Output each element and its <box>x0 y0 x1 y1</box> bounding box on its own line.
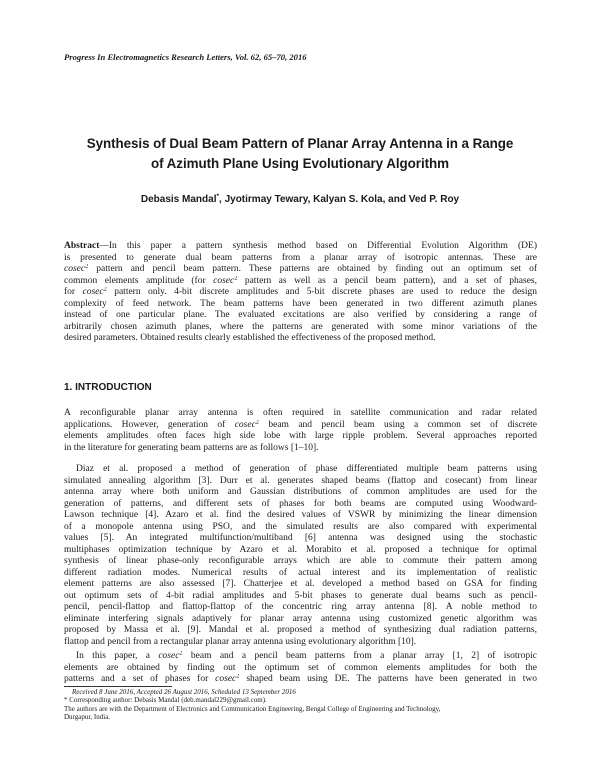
author-list <box>50 193 550 206</box>
journal-header: Progress In Electromagnetics Research Letters, Vol. 62, 65–70, 2016 <box>64 52 307 62</box>
abstract-line: cosec$^2$ pattern and pencil beam pattern. These patterns are obtained by finding out an optimum set of <box>64 264 537 274</box>
paper-title <box>50 134 550 173</box>
body-line: in the literature for generating beam patterns are as follows [1–10]. <box>64 442 319 453</box>
footnotes <box>64 688 537 722</box>
corresponding-author: * Corresponding author: Debasis Mandal (deb.mandal229@gmail.com). <box>64 696 267 705</box>
section-heading-introduction: 1. INTRODUCTION <box>64 382 152 393</box>
affiliation-line-2: Durgapur, India. <box>64 713 111 722</box>
body-line: elements are obtained by finding out the optimum set of common elements amplitudes for both the <box>64 662 537 673</box>
body-line: element patterns are also assessed [7]. Chatterjee et al. developed a method based on GSA for finding <box>64 579 537 589</box>
abstract-label: Abstract <box>64 241 100 251</box>
body-line: different radiation modes. Numerical results of actual interest and its implementation of realistic <box>64 567 537 578</box>
body-line: pencil, pencil-flattop and flattop-flattop of the concentric ring array antenna [8]. A noble method to <box>64 602 537 612</box>
body-line: flattop and pencil from a rectangular planar array antenna using evolutionary algorithm [10]. <box>64 636 417 647</box>
abstract-line: complexity of feed network. The beam patterns have been generated in two different azimuth planes <box>64 298 537 309</box>
abstract-line: instead of one particular plane. The evaluated excitations are also verified by considering a range of <box>64 310 537 320</box>
body-line: antenna array where both uniform and Gaussian distributions of common amplitudes are used for the <box>64 487 537 497</box>
body-line: A reconfigurable planar array antenna is often required in satellite communication and radar related <box>64 408 537 418</box>
body-line: synthesis of linear phase-only reconfigurable arrays which are able to commute their pattern among <box>64 556 537 566</box>
intro-paragraph-2 <box>64 464 537 648</box>
body-line: eliminate interfering signals adaptively for planar array antenna using customized genetic algorithm was <box>64 613 537 624</box>
abstract-line: Abstract—In this paper a pattern synthesis method based on Differential Evolution Algorithm (DE) <box>64 241 537 251</box>
author-1: Debasis Mandal <box>140 194 217 205</box>
affiliation-line-1: The authors are with the Department of Electronics and Communication Engineering, Bengal College of Engineering and Technology, <box>64 704 441 713</box>
body-line: elements amplitudes often faces high side lobe with large ripple problem. Several approaches reported <box>64 431 537 441</box>
body-line: of a monopole antenna using PSO, and the simulated results are also compared with experimental <box>64 521 537 532</box>
title-line-2: of Azimuth Plane Using Evolutionary Algorithm <box>150 155 450 171</box>
abstract-line: arbitrarily chosen azimuth planes, where the patterns are generated with some minor variations of the <box>64 321 537 332</box>
body-line: Lawson technique [4]. Azaro et al. find the desired values of VSWR by minimizing the linear dimension <box>64 510 537 520</box>
abstract <box>64 241 537 345</box>
other-authors: , Jyotirmay Tewary, Kalyan S. Kola, and Ved P. Roy <box>219 194 460 205</box>
abstract-line: is presented to generate dual beam patterns from a planar array of isotropic antennas. These are <box>64 252 537 263</box>
body-line: values [5]. An integrated multifunction/multiband [6] antenna was designed using the stochastic <box>64 533 537 543</box>
received-dates: Received 8 June 2016, Accepted 26 August 2016, Scheduled 13 September 2016 <box>72 688 296 696</box>
abstract-line: common elements amplitude (for cosec$^2$ pattern as well as a pencil beam pattern), and a set of phases, <box>64 275 537 286</box>
body-line: proposed by Massa et al. [9]. Mandal et al. proposed a method of synthesizing dual radiation patterns, <box>64 625 537 635</box>
body-line: simulated annealing algorithm [3]. Durr et al. generates shaped beams (flattop and cosecant) from linear <box>64 475 537 486</box>
body-line: multiphases optimization technique by Azaro et al. Morabito et al. proposed a technique for optimal <box>64 544 537 555</box>
body-line: generation of patterns, and different sets of phases for both beams are computed using Woodward- <box>64 498 537 509</box>
abstract-line: desired parameters. Obtained results clearly established the effectiveness of the proposed method. <box>64 333 436 343</box>
body-line: out optimum sets of 4-bit radial amplitudes and 5-bit phases to generate dual beams such as pencil- <box>64 590 537 601</box>
body-line: patterns and a set of phases for cosec$^2$ shaped beam using DE. The patterns have been generated in two <box>64 674 537 684</box>
body-line: Diaz et al. proposed a method of generation of phase differentiated multiple beam patterns using <box>76 464 537 474</box>
body-line: In this paper, a cosec$^2$ beam and a pencil beam patterns from a planar array [1, 2] of isotropic <box>76 651 537 661</box>
abstract-line: for cosec$^2$ pattern only. 4-bit discrete amplitudes and 5-bit discrete phases are used to reduce the design <box>64 287 537 297</box>
intro-paragraph-1 <box>64 408 537 454</box>
title-line-1: Synthesis of Dual Beam Pattern of Planar Array Antenna in a Range <box>86 136 514 151</box>
corresponding-mark: * <box>216 193 220 200</box>
intro-paragraph-3 <box>64 651 537 686</box>
body-line: applications. However, generation of cosec$^2$ beam and pencil beam using a common set of discrete <box>64 419 537 430</box>
footnote-rule <box>64 686 172 687</box>
